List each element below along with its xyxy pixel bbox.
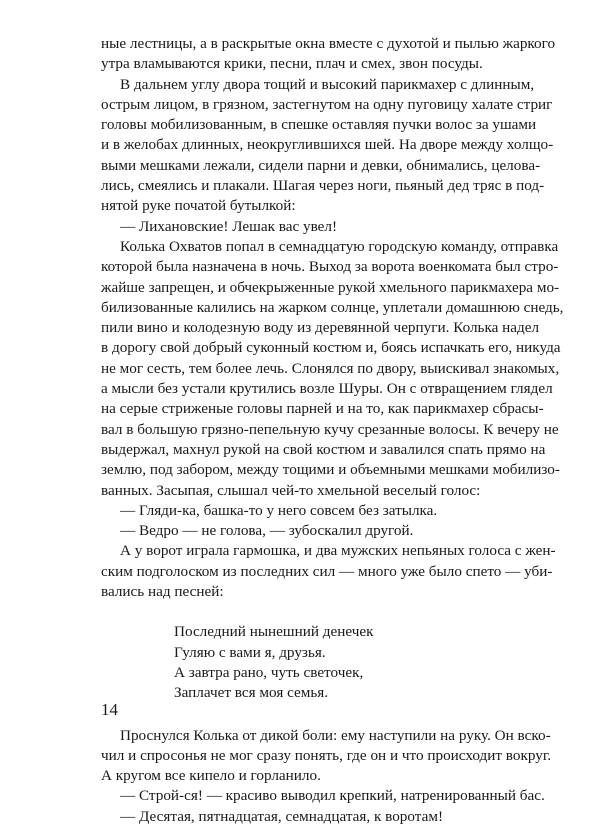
text-line: ским подголоском из последних сил — много уже было спето — уби- — [101, 562, 553, 580]
text-line: — Гляди-ка, башка-то у него совсем без затылка. — [120, 501, 438, 519]
text-line: А кругом все кипело и горланило. — [101, 767, 321, 785]
text-line: Проснулся Колька от дикой боли: ему наступили на руку. Он вско- — [120, 726, 551, 744]
paragraph — [101, 521, 512, 541]
text-line: — Лихановские! Лешак вас увел! — [120, 217, 338, 235]
text-line: пили вино и колодезную воду из деревянной черпуги. Колька надел — [101, 319, 540, 337]
text-line: лись, смеялись и плакали. Шагая через ноги, пьяный дед тряс в под- — [101, 177, 545, 195]
paragraph — [101, 807, 512, 827]
text-line: выми мешками лежали, сидели парни и девки, обнимались, целова- — [101, 156, 541, 174]
text-line: чил и спросонья не мог сразу понять, где он и что происходит вокруг. — [101, 746, 552, 764]
text-line: которой была назначена в ночь. Выход за ворота военкомата был стро- — [101, 258, 559, 276]
text-line: утра вламываются крики, песни, плач и смех, звон посуды. — [101, 55, 483, 73]
text-line: — Десятая, пятнадцатая, семнадцатая, к воротам! — [120, 807, 444, 825]
text-line: вались над песней: — [101, 583, 224, 601]
text-line: вал в большую грязно-пепельную кучу срезанные волосы. К вечеру не — [101, 420, 559, 438]
text-line: В дальнем углу двора тощий и высокий парикмахер с длинным, — [120, 75, 535, 93]
text-line: не мог сесть, тем более лечь. Слонялся по двору, выискивал знакомых, — [101, 359, 560, 377]
text-line: А у ворот играла гармошка, и два мужских непьяных голоса с жен- — [120, 542, 556, 560]
text-line: ные лестницы, а в раскрытые окна вместе с духотой и пылью жаркого — [101, 35, 556, 52]
paragraph — [101, 501, 512, 521]
text-line: Колька Охватов попал в семнадцатую городскую команду, отправка — [120, 237, 559, 255]
paragraph — [101, 726, 552, 787]
paragraph — [101, 786, 545, 806]
poem-line: Гуляю с вами я, друзья. — [174, 643, 326, 661]
text-line: выдержал, махнул рукой на свой костюм и завалился спать прямо на — [101, 440, 546, 458]
page-body — [101, 34, 564, 827]
text-line: головы мобилизованным, в спешке оставляя пучки волос за ушами — [101, 116, 537, 134]
paragraph — [101, 237, 564, 501]
text-line: билизованные калились на жарком солнце, уплетали домашнюю снедь, — [101, 298, 564, 316]
poem-line: А завтра рано, чуть светочек, — [174, 663, 364, 681]
text-line: жайше запрещен, и обчекрыженные рукой хмельного парикмахера мо- — [101, 278, 560, 296]
paragraph — [101, 217, 512, 237]
text-line: на серые стриженые головы парней и на то, как парикмахер сбрасы- — [101, 400, 544, 418]
text-line: — Ведро — не голова, — зубоскалил другой. — [120, 522, 414, 540]
text-line: ванных. Засыпая, слышал чей-то хмельной веселый голос: — [101, 481, 481, 499]
text-line: нятой руке початой бутылкой: — [101, 197, 296, 215]
paragraph — [101, 541, 556, 602]
text-line: а мысли без устали крутились возле Шуры. Он с отвращением глядел — [101, 380, 553, 398]
page-number: 14 — [101, 700, 118, 719]
text-line: острым лицом, в грязном, застегнутом на одну пуговицу халате стриг — [101, 95, 553, 113]
poem-line: Заплачет вся моя семья. — [174, 684, 329, 702]
paragraph — [101, 75, 554, 217]
text-line: — Строй-ся! — красиво выводил крепкий, натренированный бас. — [120, 787, 545, 805]
text-line: землю, под забором, между тощими и объемными мешками мобилизо- — [101, 461, 560, 479]
paragraph — [101, 34, 556, 75]
text-line: в дорогу свой добрый суконный костюм и, боясь испачкать его, никуда — [101, 339, 561, 357]
poem-stanza — [101, 622, 512, 703]
text-line: и в желобах длинных, неокруглившихся шей. На дворе между холщо- — [101, 136, 554, 154]
poem-line: Последний нынешний денечек — [174, 623, 374, 641]
